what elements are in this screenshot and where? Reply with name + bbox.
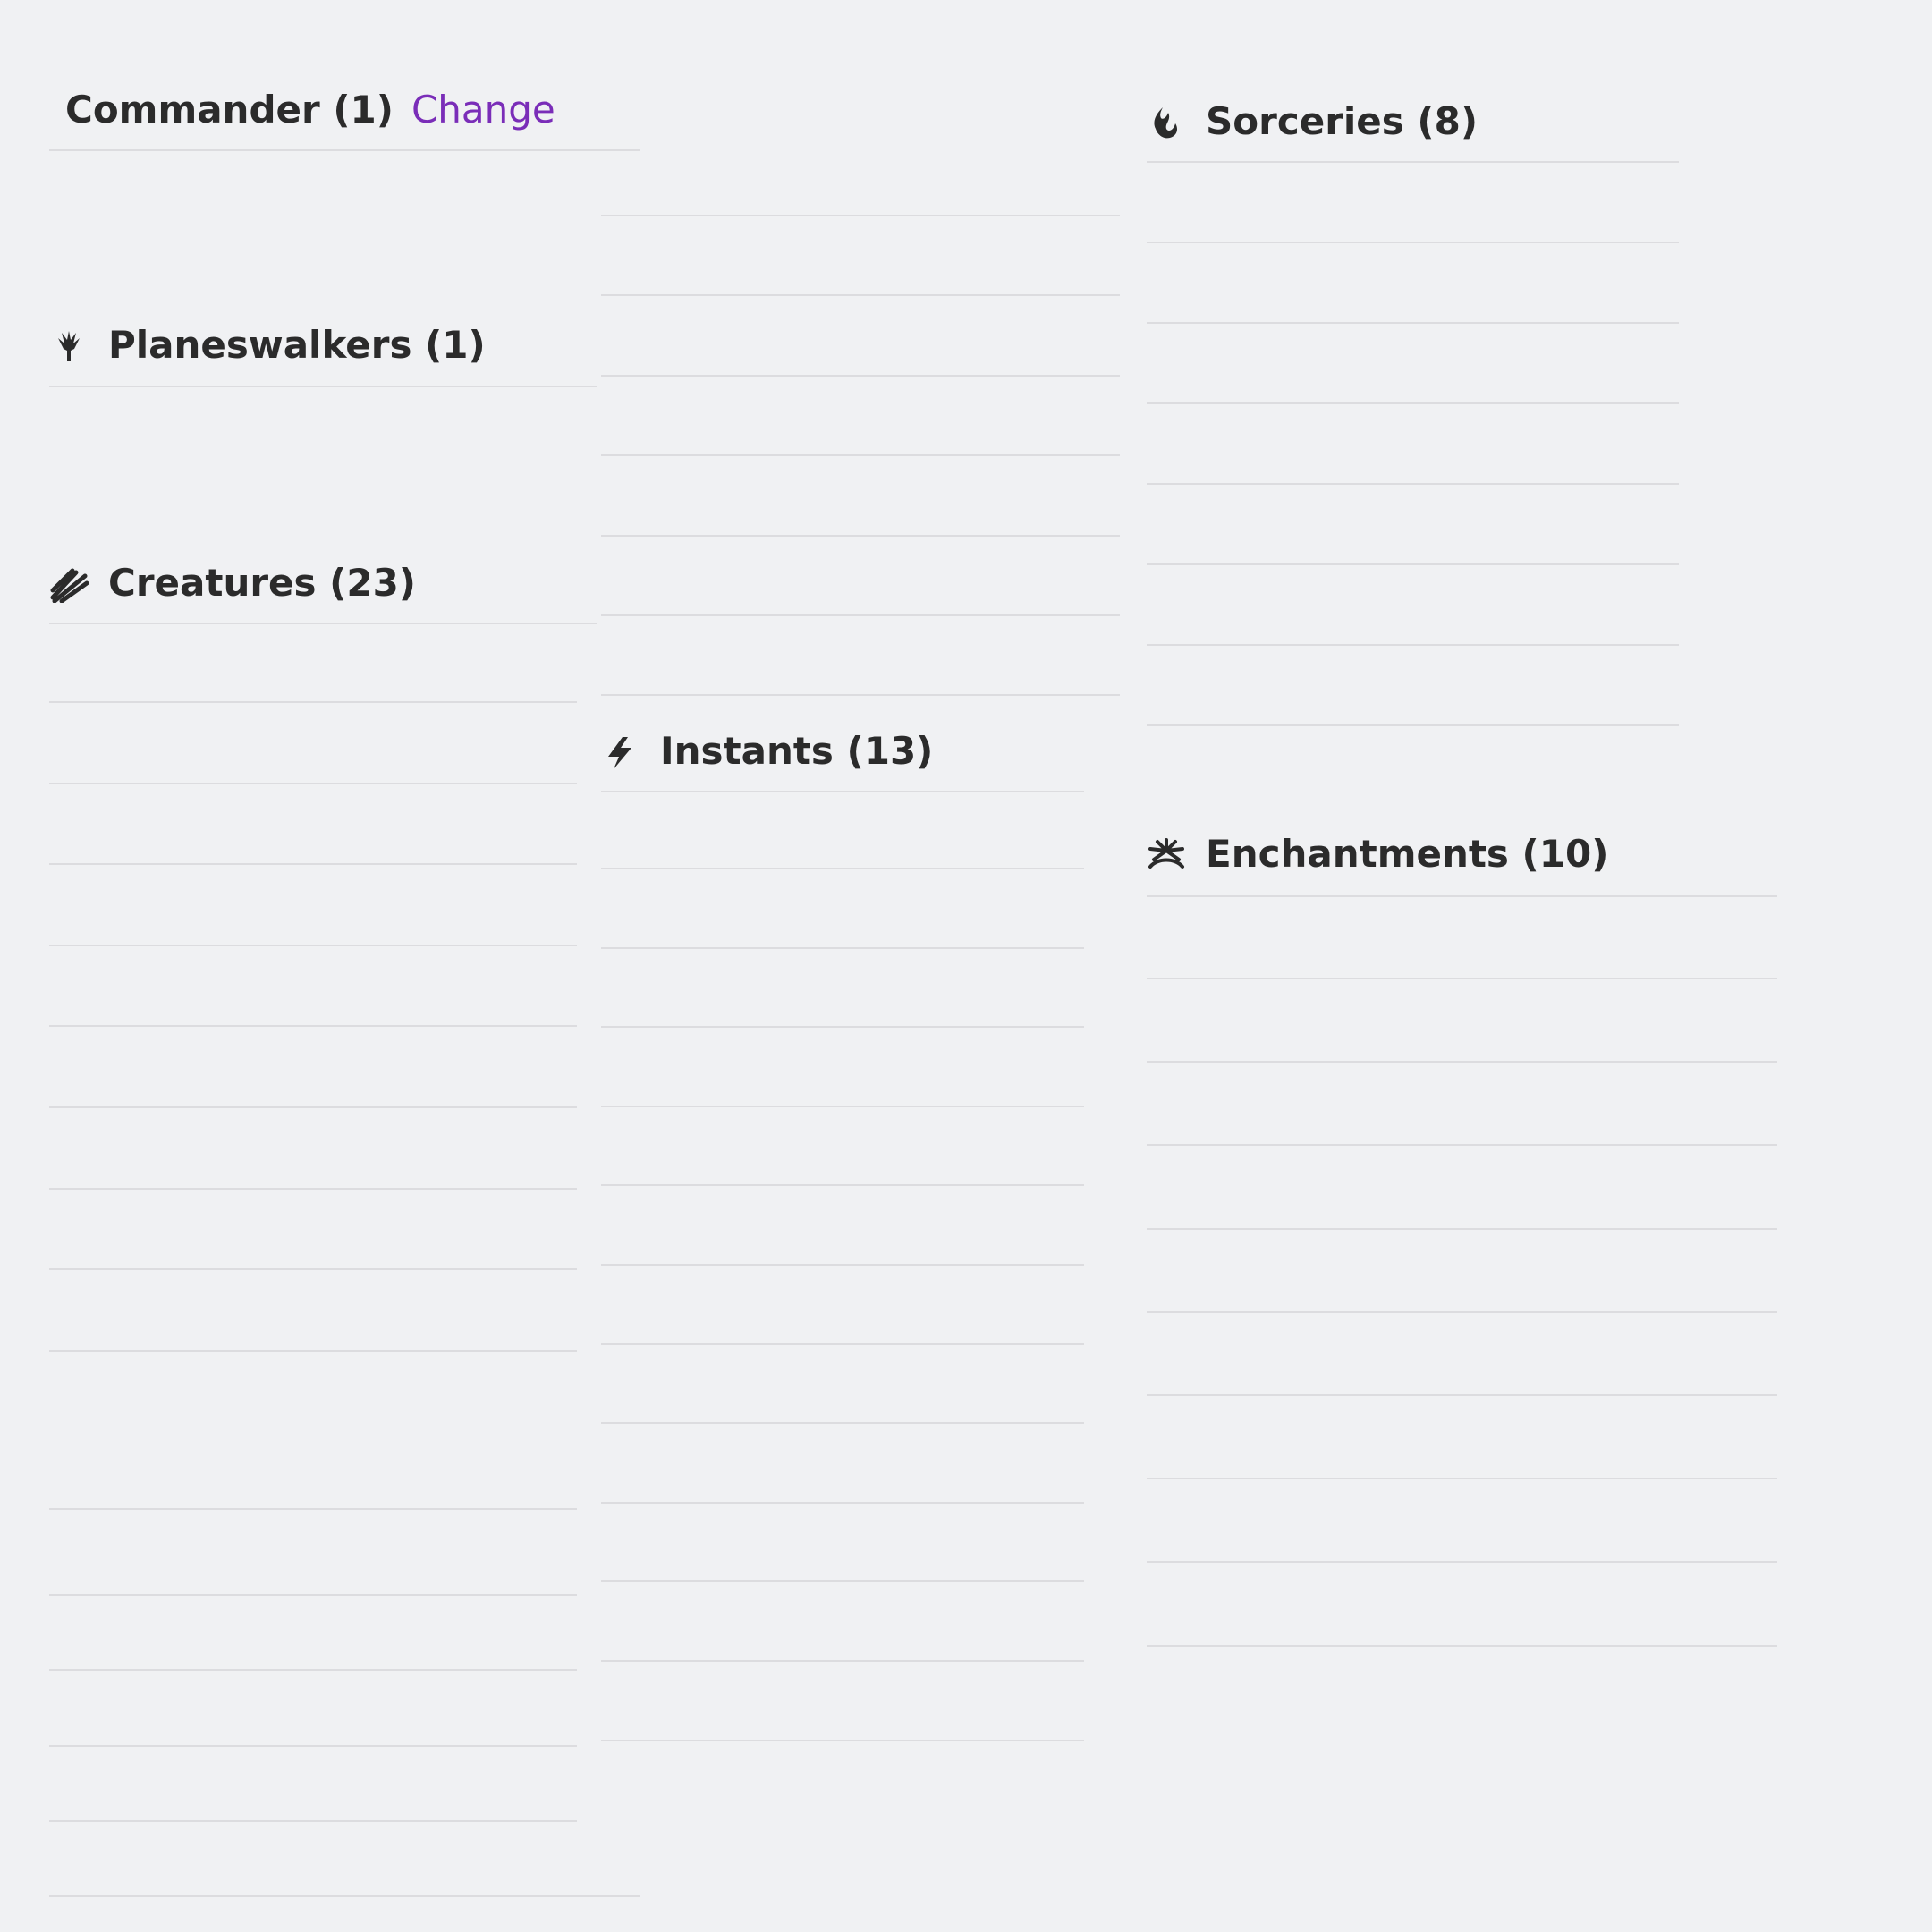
instants-header: Instants (13) bbox=[601, 733, 1084, 769]
commander-title: Commander (1) bbox=[65, 88, 394, 131]
creature-claw-icon bbox=[49, 567, 89, 603]
planeswalkers-section bbox=[49, 322, 597, 474]
planeswalkers-header: Planeswalkers (1) bbox=[49, 327, 597, 363]
sorcery-flame-icon bbox=[1147, 106, 1186, 141]
change-commander-link[interactable]: Change bbox=[411, 88, 555, 131]
commander-section bbox=[49, 85, 640, 237]
enchantments-header: Enchantments (10) bbox=[1147, 836, 1777, 872]
enchantments-section bbox=[1147, 832, 1777, 1722]
commander-header bbox=[49, 88, 640, 131]
instants-section bbox=[601, 726, 1084, 1800]
creatures-header: Creatures (23) bbox=[49, 565, 1123, 601]
instant-lightning-icon bbox=[601, 735, 640, 771]
sorceries-section bbox=[1147, 98, 1679, 796]
enchantment-burst-icon bbox=[1147, 838, 1186, 874]
sorceries-header: Sorceries (8) bbox=[1147, 104, 1679, 140]
planeswalker-icon bbox=[49, 329, 89, 365]
